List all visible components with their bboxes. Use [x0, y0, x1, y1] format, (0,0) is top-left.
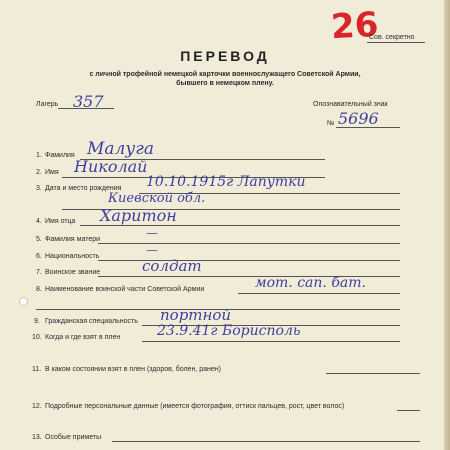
- camp-label: Лагерь: [36, 101, 59, 108]
- field-9-number: 9.: [34, 318, 40, 325]
- id-mark-label: Опознавательный знак: [313, 101, 388, 108]
- field-6-label: Национальность: [45, 253, 100, 260]
- field-3-number: 3.: [36, 185, 42, 192]
- field-5-label: Фамилия матери: [45, 236, 101, 243]
- field-11-number: 11.: [32, 366, 42, 373]
- field-10-label: Когда и где взят в плен: [45, 334, 121, 341]
- field-9-value: портной: [160, 306, 232, 324]
- field-10-number: 10.: [32, 334, 42, 341]
- field-7-label: Воинское звание: [45, 269, 101, 276]
- field-1-number: 1.: [36, 152, 42, 159]
- field-6-number: 6.: [36, 253, 42, 260]
- field-11-label: В каком состоянии взят в плен (здоров, болен, ранен): [45, 366, 221, 373]
- field-12-number: 12.: [32, 403, 42, 410]
- handwritten-stamp-number: 26: [329, 4, 380, 48]
- field-8-number: 8.: [36, 286, 42, 293]
- field-8-label: Наименование воинской части Советской Армии: [45, 286, 205, 293]
- field-2-label: Имя: [45, 169, 59, 176]
- field-5-number: 5.: [36, 236, 42, 243]
- subtitle-line-1: с личной трофейной немецкой карточки военнослужащего Советской Армии,: [89, 71, 361, 78]
- field-13-label: Особые приметы: [45, 434, 102, 441]
- field-12-label: Подробные персональные данные (имеется фотография, оттиск пальцев, рост, цвет волос): [45, 403, 345, 410]
- field-1-value: Малуга: [87, 139, 154, 159]
- field-3-value-line2: Киевской обл.: [108, 191, 206, 206]
- classification-label: Сов. секретно: [369, 34, 415, 41]
- page-edge: [444, 0, 450, 450]
- field-13-number: 13.: [32, 434, 42, 441]
- field-3-value: 10.10.1915г Лапутки: [146, 174, 306, 190]
- field-4-value: Харитон: [100, 206, 177, 225]
- field-5-value: —: [146, 226, 158, 240]
- document-title: ПЕРЕВОД: [180, 48, 270, 64]
- punch-hole: [19, 297, 28, 306]
- field-8-value: мот. сап. бат.: [255, 275, 366, 291]
- id-number-label: №: [327, 120, 335, 127]
- subtitle-line-2: бывшего в немецком плену.: [176, 80, 274, 87]
- camp-value: 357: [73, 92, 104, 111]
- field-2-value: Николай: [74, 157, 148, 176]
- field-3-label: Дата и место рождения: [45, 185, 122, 192]
- field-6-value: —: [146, 243, 158, 257]
- field-7-number: 7.: [36, 269, 42, 276]
- field-4-label: Имя отца: [45, 218, 76, 225]
- field-10-value: 23.9.41г Борисполь: [157, 323, 301, 339]
- field-7-value: солдат: [142, 257, 202, 275]
- field-4-number: 4.: [36, 218, 42, 225]
- field-2-number: 2.: [36, 169, 42, 176]
- field-9-label: Гражданская специальность: [45, 318, 138, 325]
- field-1-label: Фамилия: [45, 152, 75, 159]
- id-mark-value: 5696: [338, 109, 379, 128]
